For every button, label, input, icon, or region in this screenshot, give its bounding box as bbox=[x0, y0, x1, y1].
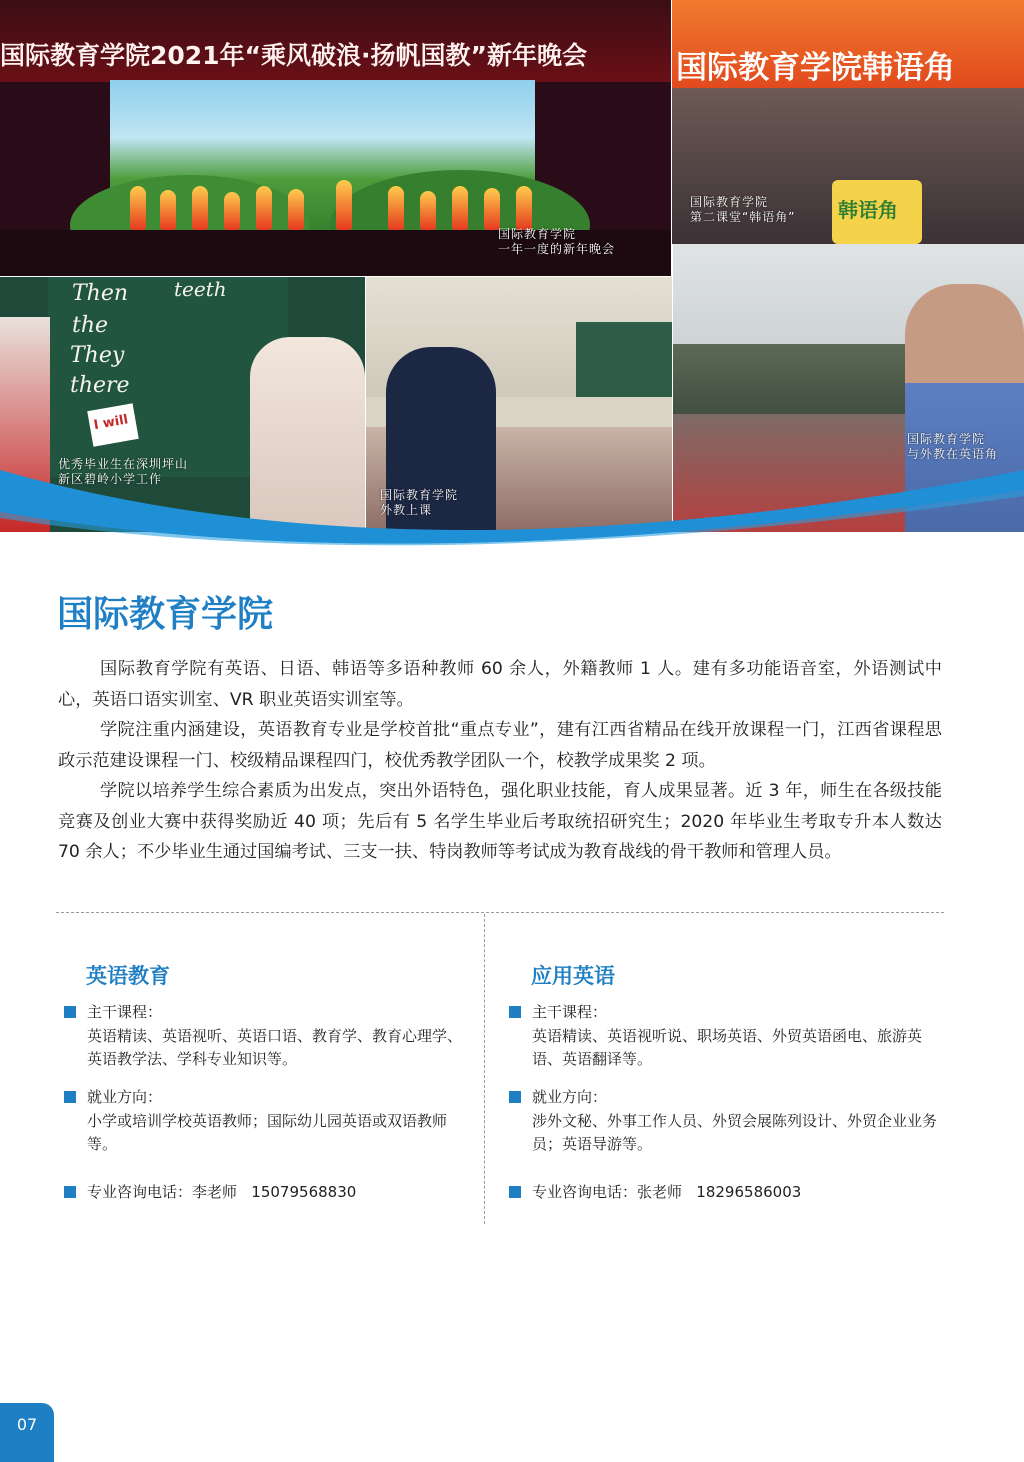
square-bullet-icon bbox=[509, 1091, 521, 1103]
square-bullet-icon bbox=[64, 1091, 76, 1103]
sign-text: 韩语角 bbox=[838, 198, 898, 222]
caption-line: 国际教育学院 bbox=[907, 432, 986, 446]
career-text: 涉外文秘、外事工作人员、外贸会展陈列设计、外贸企业业务员；英语导游等。 bbox=[532, 1112, 938, 1153]
caption-line: 一年一度的新年晚会 bbox=[498, 242, 616, 256]
square-bullet-icon bbox=[64, 1006, 76, 1018]
career-label: 就业方向： bbox=[87, 1088, 163, 1106]
contact-text: 专业咨询电话：李老师 15079568830 bbox=[87, 1183, 357, 1201]
vertical-divider bbox=[484, 914, 485, 1224]
chalk-word: teeth bbox=[174, 277, 227, 301]
photo-caption bbox=[907, 432, 998, 462]
tent-banner bbox=[672, 0, 1024, 88]
courses-text: 英语精读、英语视听说、职场英语、外贸英语函电、旅游英语、英语翻译等。 bbox=[532, 1027, 923, 1068]
photo-caption bbox=[690, 195, 795, 225]
courses-label: 主干课程： bbox=[87, 1003, 163, 1021]
chalk-word: They bbox=[70, 343, 125, 368]
caption-line: 与外教在英语角 bbox=[907, 447, 999, 461]
courses-text: 英语精读、英语视听、英语口语、教育学、教育心理学、英语教学法、学科专业知识等。 bbox=[87, 1027, 463, 1068]
caption-line: 新区碧岭小学工作 bbox=[58, 472, 163, 486]
chalkboard bbox=[576, 322, 672, 397]
chalk-word: Then bbox=[72, 281, 129, 306]
caption-line: 国际教育学院 bbox=[690, 195, 769, 209]
tent-banner-text: 国际教育学院韩语角 bbox=[676, 50, 955, 86]
caption-line: 国际教育学院 bbox=[380, 488, 459, 502]
intro-paragraph: 学院注重内涵建设，英语教育专业是学校首批“重点专业”，建有江西省精品在线开放课程一门，江西省课程思政示范建设课程一门、校级精品课程四门，校优秀教学团队一个，校教学成果奖 2 项。 bbox=[58, 720, 942, 771]
page-number: 07 bbox=[0, 1403, 54, 1462]
caption-line: 外教上课 bbox=[380, 503, 433, 517]
major-title: 应用英语 bbox=[531, 964, 615, 988]
career-text: 小学或培训学校英语教师；国际幼儿园英语或双语教师等。 bbox=[87, 1112, 448, 1153]
chalk-word: there bbox=[70, 373, 130, 398]
page-title: 国际教育学院 bbox=[57, 594, 274, 635]
decorative-wave bbox=[0, 470, 1024, 580]
contact-text: 专业咨询电话：张老师 18296586003 bbox=[532, 1183, 802, 1201]
photo-caption bbox=[498, 227, 615, 257]
gala-banner bbox=[0, 0, 671, 82]
caption-line: 第二课堂“韩语角” bbox=[690, 210, 796, 224]
career-label: 就业方向： bbox=[532, 1088, 608, 1106]
major-title: 英语教育 bbox=[86, 964, 170, 988]
caption-line: 国际教育学院 bbox=[498, 227, 577, 241]
square-bullet-icon bbox=[509, 1186, 521, 1198]
korean-corner-sign bbox=[832, 180, 922, 244]
caption-line: 优秀毕业生在深圳坪山 bbox=[58, 457, 189, 471]
dancers bbox=[120, 170, 560, 230]
square-bullet-icon bbox=[64, 1186, 76, 1198]
photo-korean-corner bbox=[672, 0, 1024, 244]
chalk-word: the bbox=[72, 313, 109, 338]
gala-banner-text: 国际教育学院2021年“乘风破浪·扬帆国教”新年晚会 bbox=[0, 41, 587, 70]
intro-paragraph: 国际教育学院有英语、日语、韩语等多语种教师 60 余人，外籍教师 1 人。建有多功能语音室，外语测试中心，英语口语实训室、VR 职业英语实训室等。 bbox=[58, 659, 942, 710]
courses-label: 主干课程： bbox=[532, 1003, 608, 1021]
horizontal-divider bbox=[56, 912, 944, 913]
square-bullet-icon bbox=[509, 1006, 521, 1018]
flash-card-text: I will bbox=[92, 412, 130, 434]
intro-text bbox=[58, 654, 942, 868]
intro-paragraph: 学院以培养学生综合素质为出发点，突出外语特色，强化职业技能，育人成果显著。近 3 年，师生在各级技能竞赛及创业大赛中获得奖励近 40 项；先后有 5 名学生毕业后考取统招研究生；2020 年毕业生考取专升本人数达 70 余人；不少毕业生通过国编考试、三支一扶、特岗教师等考试成为教育战线的骨干教师和管理人员。 bbox=[58, 781, 942, 862]
photo-new-year-gala bbox=[0, 0, 671, 276]
